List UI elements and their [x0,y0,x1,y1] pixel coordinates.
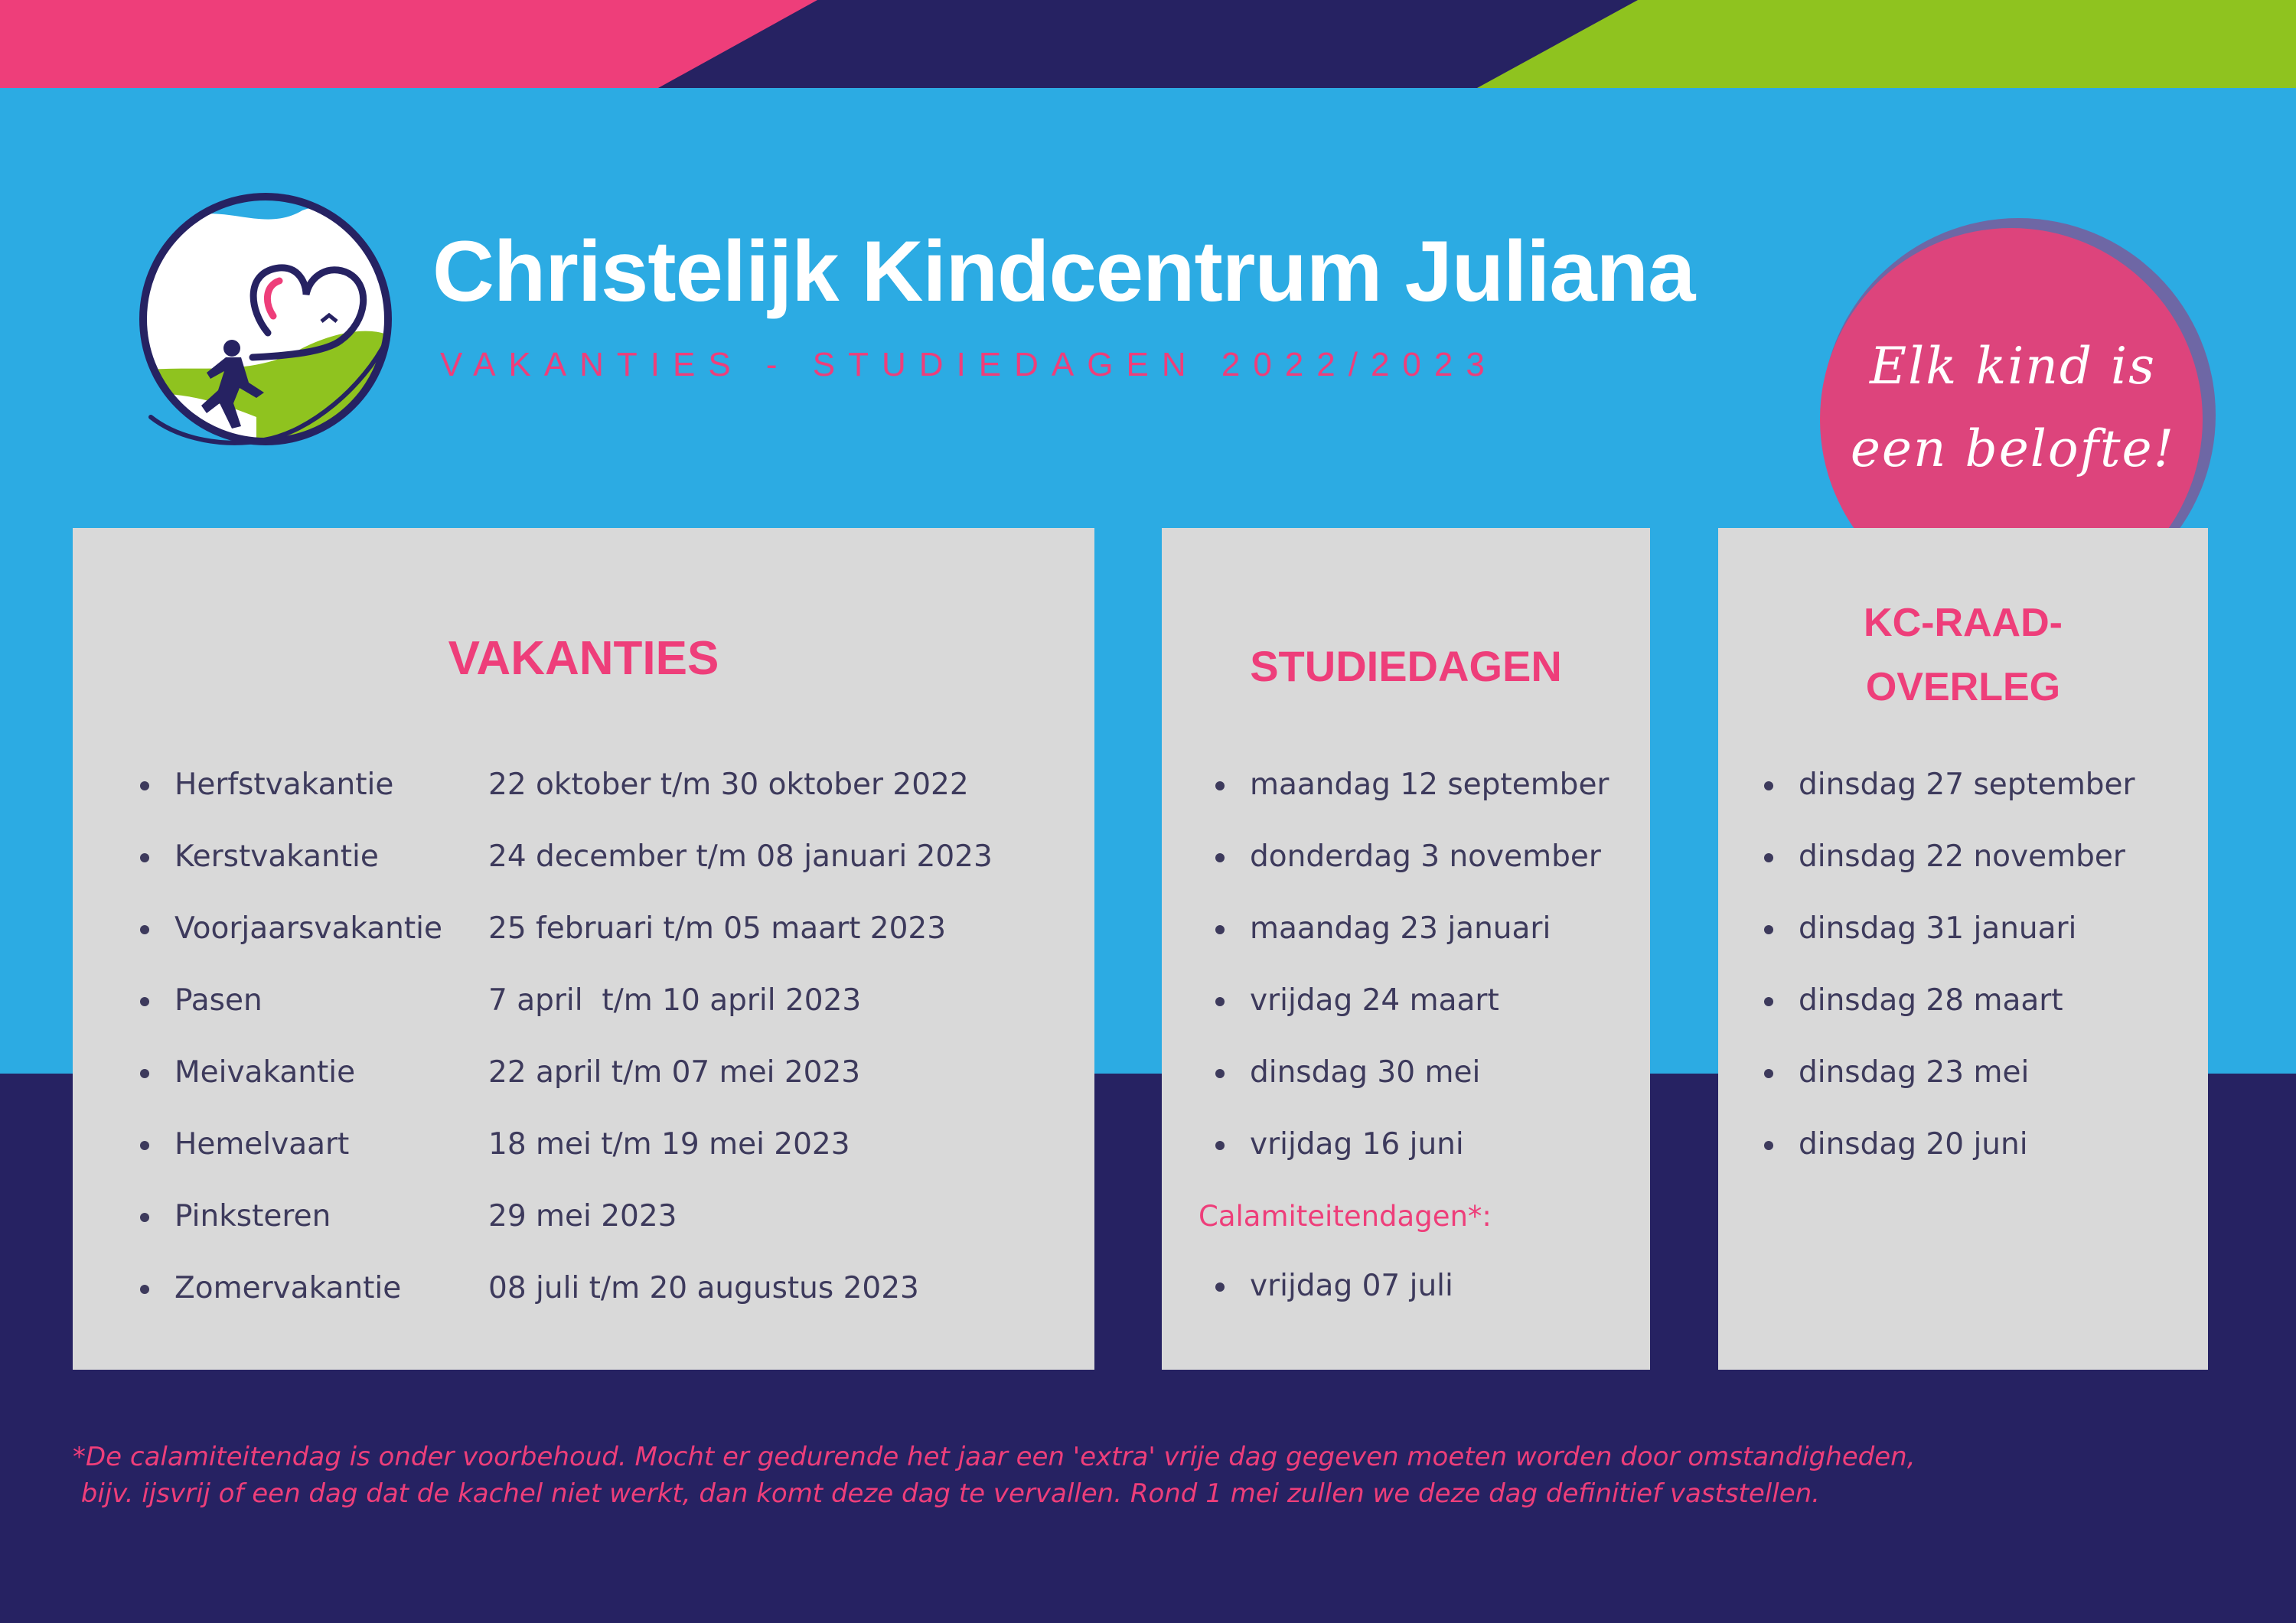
slogan-text [1837,325,2189,490]
list-item [140,983,1058,1055]
bullet-icon [1764,853,1773,862]
vakanties-list [140,768,1058,1343]
list-item [1215,1269,1644,1341]
holiday-dates: 18 mei t/m 19 mei 2023 [488,1127,850,1162]
bullet-icon [1215,781,1225,790]
vakanties-panel [73,528,1094,1370]
meeting-date: dinsdag 27 september [1799,768,2135,802]
list-item [140,839,1058,911]
bullet-icon [1215,925,1225,934]
vakanties-heading: VAKANTIES [448,632,719,685]
study-day: vrijdag 24 maart [1250,983,1499,1018]
holiday-name: Pasen [174,983,263,1018]
school-logo-icon [134,187,398,451]
top-stripe-band [0,0,2296,88]
holiday-dates: 24 december t/m 08 januari 2023 [488,839,993,874]
calamity-days-list [1215,1269,1644,1341]
list-item [1764,1127,2200,1199]
list-item [1215,983,1644,1055]
study-day: vrijdag 16 juni [1250,1127,1464,1162]
holiday-name: Hemelvaart [174,1127,350,1162]
list-item [1764,1055,2200,1127]
holiday-dates: 22 oktober t/m 30 oktober 2022 [488,768,969,802]
meeting-date: dinsdag 20 juni [1799,1127,2028,1162]
holiday-name: Voorjaarsvakantie [174,911,443,946]
holiday-name: Herfstvakantie [174,768,394,802]
footnote-line-1: *De calamiteitendag is onder voorbehoud. Mocht er gedurende het jaar een 'extra' vrije dag gegeven moeten worden door omstandigheden, [73,1442,1916,1472]
studiedagen-list [1215,768,1644,1199]
bullet-icon [1764,781,1773,790]
bullet-icon [140,1141,149,1150]
bullet-icon [1764,1141,1773,1150]
list-item [140,1127,1058,1199]
bullet-icon [1215,1069,1225,1078]
list-item [1215,911,1644,983]
list-item [140,1271,1058,1343]
bullet-icon [1215,853,1225,862]
list-item [140,911,1058,983]
list-item [1764,839,2200,911]
studiedagen-panel [1162,528,1650,1370]
holiday-dates: 08 juli t/m 20 augustus 2023 [488,1271,919,1305]
list-item [1764,983,2200,1055]
bullet-icon [140,1213,149,1222]
bullet-icon [1764,1069,1773,1078]
holiday-dates: 29 mei 2023 [488,1199,677,1234]
bullet-icon [1215,1141,1225,1150]
holiday-name: Kerstvakantie [174,839,379,874]
meeting-date: dinsdag 22 november [1799,839,2125,874]
holiday-dates: 25 februari t/m 05 maart 2023 [488,911,947,946]
page-subtitle: VAKANTIES - STUDIEDAGEN 2022/2023 [440,346,1498,383]
study-day: maandag 23 januari [1250,911,1551,946]
bullet-icon [140,853,149,862]
list-item [1215,1055,1644,1127]
meeting-date: dinsdag 23 mei [1799,1055,2030,1090]
holiday-dates: 7 april t/m 10 april 2023 [488,983,862,1018]
bullet-icon [1764,997,1773,1006]
holiday-name: Pinksteren [174,1199,331,1234]
bullet-icon [1215,997,1225,1006]
bullet-icon [140,997,149,1006]
studiedagen-heading: STUDIEDAGEN [1250,642,1562,690]
list-item [1215,839,1644,911]
slogan-line-2: een belofte! [1850,419,2176,478]
calamity-day: vrijdag 07 juli [1250,1269,1453,1303]
bullet-icon [140,1069,149,1078]
bullet-icon [1215,1282,1225,1292]
kc-raad-list [1764,768,2200,1199]
kc-raad-heading [1718,591,2208,719]
list-item [1764,768,2200,839]
footnote [73,1439,2177,1512]
bullet-icon [140,925,149,934]
list-item [1215,768,1644,839]
footnote-line-2: bijv. ijsvrij of een dag dat de kachel niet werkt, dan komt deze dag te vervallen. Rond 1 mei zullen we deze dag definitief vaststellen. [73,1478,1820,1509]
list-item [140,1199,1058,1271]
calamity-days-label: Calamiteitendagen*: [1199,1200,1492,1233]
study-day: maandag 12 september [1250,768,1609,802]
holiday-name: Zomervakantie [174,1271,402,1305]
list-item [1764,911,2200,983]
meeting-date: dinsdag 31 januari [1799,911,2077,946]
list-item [140,1055,1058,1127]
page-title: Christelijk Kindcentrum Juliana [432,223,1695,319]
slogan-line-1: Elk kind is [1869,337,2157,396]
meeting-date: dinsdag 28 maart [1799,983,2063,1018]
bullet-icon [1764,925,1773,934]
holiday-name: Meivakantie [174,1055,356,1090]
kc-raad-heading-line-1: KC-RAAD- [1864,601,2063,645]
bullet-icon [140,1285,149,1294]
list-item [140,768,1058,839]
holiday-dates: 22 april t/m 07 mei 2023 [488,1055,861,1090]
bullet-icon [140,781,149,790]
kc-raad-panel [1718,528,2208,1370]
study-day: dinsdag 30 mei [1250,1055,1481,1090]
kc-raad-heading-line-2: OVERLEG [1865,665,2061,709]
study-day: donderdag 3 november [1250,839,1601,874]
list-item [1215,1127,1644,1199]
